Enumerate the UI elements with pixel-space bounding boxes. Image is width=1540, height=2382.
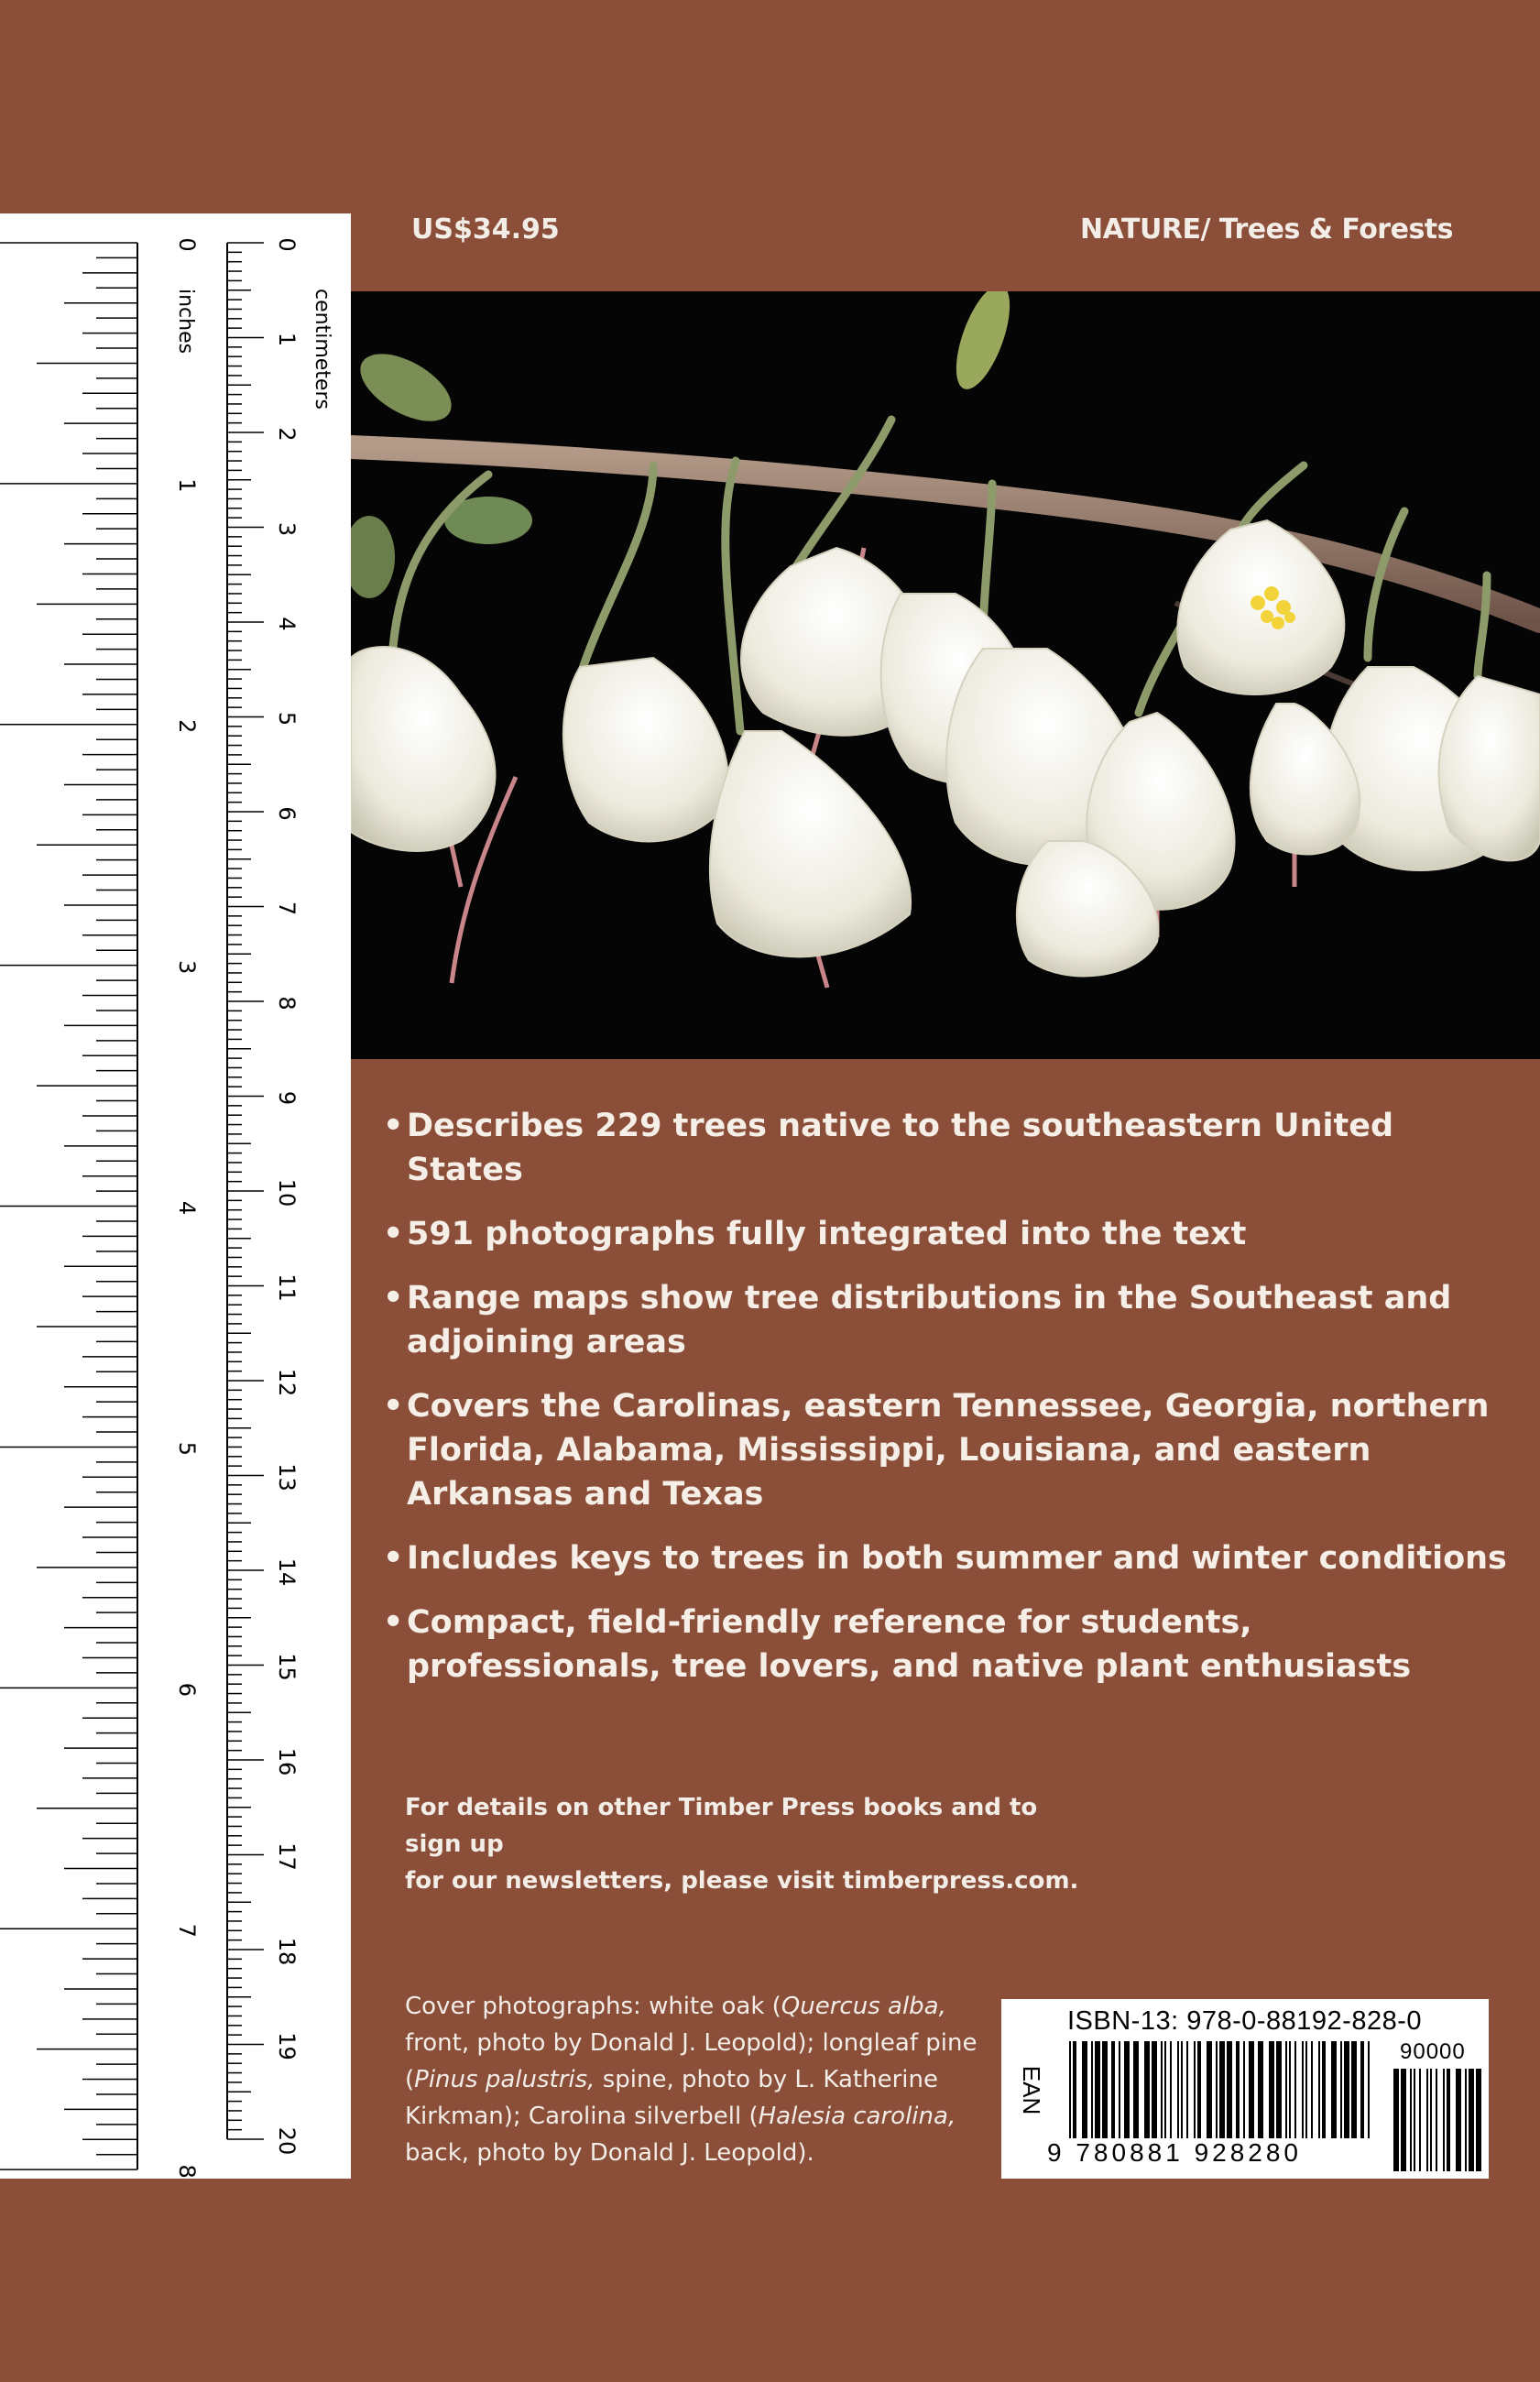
barcode-bar — [1311, 2041, 1313, 2138]
inch-number: 1 — [174, 478, 200, 493]
cm-number: 5 — [274, 711, 300, 727]
cm-number: 7 — [274, 901, 300, 916]
cm-number: 18 — [274, 1937, 300, 1966]
inch-number: 7 — [174, 1923, 200, 1938]
barcode-bar — [1111, 2041, 1115, 2138]
barcode-bar — [1351, 2041, 1357, 2138]
barcode-bar — [1318, 2041, 1320, 2138]
cm-number: 10 — [274, 1178, 300, 1207]
details-line: for our newsletters, please visit timberpress.com. — [405, 1867, 1079, 1895]
barcode-bar — [1161, 2041, 1163, 2138]
barcode-digits: 9 780881 928280 — [1047, 2138, 1302, 2167]
barcode-bar — [1177, 2041, 1179, 2138]
cm-number: 11 — [274, 1273, 300, 1302]
barcode-bar — [1170, 2041, 1172, 2138]
feature-item: • Covers the Carolinas, eastern Tennessee, Georgia, northern Florida, Alabama, Mississippi, Louisiana, and eastern Arkansas and Texas — [383, 1388, 1490, 1513]
ruler-scale — [0, 213, 351, 2179]
cm-number: 2 — [274, 427, 300, 442]
barcode-bar — [1393, 2069, 1399, 2171]
flower-illustration — [351, 291, 1540, 1059]
category-label: NATURE/ Trees & Forests — [1080, 213, 1453, 246]
barcode-bar — [1368, 2041, 1370, 2138]
barcode-bar — [1186, 2041, 1188, 2138]
barcode-bar — [1340, 2041, 1342, 2138]
barcode-bar — [1194, 2041, 1196, 2138]
isbn-text: ISBN-13: 978-0-88192-828-0 — [1067, 2006, 1423, 2036]
ean-label: EAN — [1018, 2065, 1046, 2115]
barcode-bar — [1227, 2041, 1232, 2138]
barcode-bar — [1294, 2041, 1296, 2138]
barcode-bar — [1360, 2041, 1364, 2138]
barcode-bar — [1430, 2069, 1432, 2171]
barcode-bar — [1465, 2069, 1467, 2171]
isbn-barcode — [1001, 1999, 1489, 2179]
inch-number: 5 — [174, 1441, 200, 1457]
inch-number: 2 — [174, 719, 200, 734]
barcode-bar — [1331, 2041, 1337, 2138]
barcode-bar — [1197, 2041, 1201, 2138]
cm-number: 1 — [274, 332, 300, 347]
details-line: For details on other Timber Press books and to sign up — [405, 1794, 1038, 1858]
barcode-bar — [1091, 2041, 1093, 2138]
barcode-bar — [1285, 2041, 1287, 2138]
barcode-bar — [1476, 2069, 1481, 2171]
barcode-bar — [1414, 2069, 1415, 2171]
inch-number: 0 — [174, 237, 200, 252]
feature-list — [383, 1104, 1510, 1709]
barcode-bar — [1181, 2041, 1183, 2138]
barcode-bar — [1401, 2069, 1406, 2171]
cm-number: 17 — [274, 1842, 300, 1871]
barcode-bar — [1269, 2041, 1274, 2138]
barcode-bar — [1164, 2041, 1166, 2138]
cm-number: 6 — [274, 806, 300, 821]
barcode-bar — [1289, 2041, 1291, 2138]
barcode-bar — [1302, 2041, 1304, 2138]
photo-credits: Cover photographs: white oak (Quercus alba, front, photo by Donald J. Leopold); longleaf pine (Pinus palustris, spine, photo by L. Katherine Kirkman); Carolina silverbell (Halesia carolina, back, photo by Donald J. Leopold). — [405, 1993, 978, 2167]
barcode-bar — [1276, 2041, 1282, 2138]
cm-number: 3 — [274, 521, 300, 537]
barcode-bar — [1133, 2041, 1139, 2138]
barcode-bar — [1469, 2069, 1474, 2171]
cm-number: 12 — [274, 1368, 300, 1397]
inches-label: inches — [174, 289, 197, 355]
barcode-bar — [1436, 2069, 1437, 2171]
barcode-bar — [1426, 2069, 1428, 2171]
barcode-bar — [1344, 2041, 1349, 2138]
feature-item: • Includes keys to trees in both summer and winter conditions — [383, 1540, 1507, 1577]
inch-number: 6 — [174, 1682, 200, 1697]
centimeters-label: centimeters — [311, 289, 333, 410]
barcode-bar — [1073, 2041, 1076, 2138]
barcode-bar — [1322, 2041, 1326, 2138]
barcode-bar — [1410, 2069, 1412, 2171]
barcode-bar — [1207, 2041, 1212, 2138]
barcode-bar — [1443, 2069, 1445, 2171]
cm-number: 14 — [274, 1557, 300, 1587]
cm-number: 16 — [274, 1747, 300, 1776]
inch-number: 3 — [174, 960, 200, 975]
barcode-bar — [1144, 2041, 1150, 2138]
cover-photo-silverbell — [351, 291, 1540, 1059]
cm-number: 20 — [274, 2126, 300, 2156]
barcode-bar — [1124, 2041, 1130, 2138]
cm-number: 19 — [274, 2032, 300, 2060]
inch-number: 4 — [174, 1200, 200, 1216]
feature-item: • Range maps show tree distributions in the Southeast and adjoining areas — [383, 1280, 1452, 1360]
barcode-bar — [1236, 2041, 1240, 2138]
barcode-bar — [1219, 2041, 1225, 2138]
cm-number: 0 — [274, 237, 300, 252]
barcode-bar — [1102, 2041, 1108, 2138]
cm-number: 13 — [274, 1463, 300, 1491]
barcode-bar — [1419, 2069, 1421, 2171]
barcode-bar — [1216, 2041, 1218, 2138]
barcode-bar — [1152, 2041, 1157, 2138]
barcode-bar — [1243, 2041, 1245, 2138]
barcode-bar — [1249, 2041, 1254, 2138]
cm-number: 4 — [274, 617, 300, 631]
barcode-bar — [1082, 2041, 1087, 2138]
feature-item: • Compact, field-friendly reference for students, professionals, tree lovers, and native plant enthusiasts — [383, 1604, 1412, 1685]
price-code: 90000 — [1400, 2039, 1466, 2064]
cm-number: 9 — [274, 1090, 300, 1106]
feature-item: • Describes 229 trees native to the southeastern United States — [383, 1108, 1394, 1188]
publisher-details — [405, 1789, 1101, 1899]
barcode-bar — [1305, 2041, 1307, 2138]
inch-number: 8 — [174, 2164, 200, 2179]
barcode-bar — [1456, 2069, 1461, 2171]
cm-number: 8 — [274, 996, 300, 1011]
barcode-bar — [1447, 2069, 1450, 2171]
barcode-bar — [1258, 2041, 1263, 2138]
barcode-bar — [1119, 2041, 1120, 2138]
barcode-bar — [1069, 2041, 1071, 2138]
ruler — [0, 213, 351, 2179]
feature-item: • 591 photographs fully integrated into the text — [383, 1216, 1247, 1252]
cm-number: 15 — [274, 1653, 300, 1681]
barcode-bar — [1095, 2041, 1100, 2138]
price-label: US$34.95 — [411, 213, 560, 246]
